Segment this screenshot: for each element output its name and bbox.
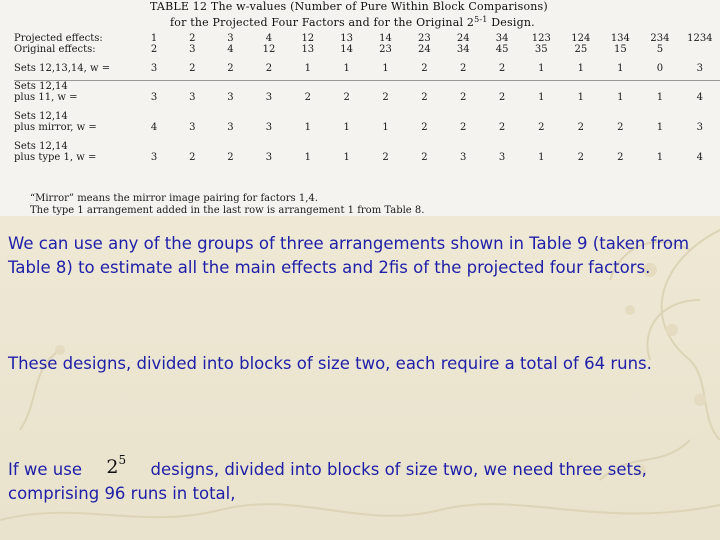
cell: 3	[150, 152, 158, 163]
table-spacer	[14, 133, 720, 141]
cell: 25	[574, 44, 588, 55]
cell: 2	[498, 63, 506, 74]
cell: 4	[696, 152, 704, 163]
cell: 2	[304, 92, 311, 103]
cell: 1	[343, 122, 350, 133]
cell: 35	[534, 44, 548, 55]
cell: 2	[382, 152, 389, 163]
cell: 1	[304, 63, 311, 74]
cell: 1	[656, 122, 664, 133]
cell: 1234	[687, 33, 713, 44]
table-header-row	[14, 33, 720, 44]
cell: 2	[460, 63, 467, 74]
spacer-cell	[14, 103, 720, 111]
cell: 1	[343, 152, 350, 163]
cell: 4	[150, 122, 158, 133]
table-spacer	[14, 55, 720, 63]
row-label: plus 11, w =	[14, 92, 78, 103]
cell: 14	[340, 44, 354, 55]
cell: 23	[418, 33, 431, 44]
cell: 2	[343, 92, 350, 103]
table-row-label	[14, 111, 720, 122]
caption-line-2-end: Design.	[491, 16, 535, 29]
footnote-mirror: “Mirror” means the mirror image pairing for factors 1,4.	[30, 193, 318, 204]
cell: 2	[577, 152, 585, 163]
cell: 4	[696, 92, 704, 103]
cell: 1	[577, 63, 585, 74]
para3-rest: designs, divided into blocks of size two, we need three sets, comprising 96 runs in total,	[8, 460, 647, 503]
table-number: TABLE 12	[150, 0, 208, 13]
caption-design: 2	[466, 16, 475, 29]
cell: 2	[538, 122, 545, 133]
cell: 2	[617, 122, 624, 133]
row-label: plus type 1, w =	[14, 152, 97, 163]
row-label: Sets 12,13,14, w =	[14, 63, 111, 74]
cell: 14	[379, 33, 392, 44]
row-label: Original effects:	[14, 44, 96, 55]
table-footnote	[30, 193, 424, 216]
cell: 3	[227, 33, 234, 44]
table-header-row	[14, 44, 720, 55]
caption-design-exponent: 5-1	[474, 15, 488, 24]
row-label: Sets 12,14	[14, 81, 68, 92]
cell: 134	[610, 33, 630, 44]
table-row	[14, 92, 720, 103]
cell: 1	[538, 92, 545, 103]
cell: 1	[343, 63, 350, 74]
cell: 1	[304, 122, 311, 133]
cell: 4	[227, 44, 234, 55]
cell: 2	[227, 63, 234, 74]
table-caption	[150, 0, 548, 29]
table-row	[14, 63, 720, 74]
cell: 1	[577, 92, 585, 103]
cell: 3	[696, 122, 704, 133]
cell	[680, 44, 720, 55]
formula-base: 2	[106, 456, 119, 478]
cell: 124	[571, 33, 591, 44]
cell: 2	[421, 63, 428, 74]
cell: 15	[613, 44, 627, 55]
spacer-cell	[14, 133, 720, 141]
cell: 2	[189, 63, 196, 74]
cell: 2	[265, 63, 273, 74]
cell: 1	[538, 152, 545, 163]
cell: 5	[656, 44, 664, 55]
cell: 1	[150, 33, 158, 44]
cell: 2	[421, 122, 428, 133]
table-row-label	[14, 81, 720, 93]
cell: 1	[304, 152, 311, 163]
cell: 3	[460, 152, 467, 163]
cell: 1	[538, 63, 545, 74]
cell: 1	[382, 63, 389, 74]
cell: 3	[265, 92, 273, 103]
cell: 3	[227, 92, 234, 103]
cell: 2	[617, 152, 624, 163]
paragraph-96-runs	[8, 448, 714, 506]
cell: 1	[656, 92, 664, 103]
cell: 3	[150, 92, 158, 103]
paragraph-64-runs: These designs, divided into blocks of size two, each require a total of 64 runs.	[8, 354, 652, 373]
row-label: Projected effects:	[14, 33, 103, 44]
row-label: Sets 12,14	[14, 141, 68, 152]
cell: 45	[495, 44, 509, 55]
cell: 3	[189, 122, 196, 133]
cell: 12	[262, 44, 276, 55]
cell: 3	[189, 92, 196, 103]
cell: 2	[421, 92, 428, 103]
cell: 2	[498, 122, 506, 133]
cell: 2	[460, 122, 467, 133]
cell: 2	[227, 152, 234, 163]
cell: 234	[650, 33, 670, 44]
cell: 3	[696, 63, 704, 74]
para3-lead: If we use	[8, 460, 83, 479]
cell: 3	[189, 44, 196, 55]
cell: 123	[531, 33, 551, 44]
cell: 3	[150, 63, 158, 74]
cell: 2	[577, 122, 585, 133]
cell: 2	[150, 44, 158, 55]
table-row	[14, 122, 720, 133]
cell: 1	[656, 152, 664, 163]
cell: 34	[495, 33, 509, 44]
table-spacer	[14, 103, 720, 111]
footnote-type1: The type 1 arrangement added in the last row is arrangement 1 from Table 8.	[30, 205, 425, 216]
formula-exponent: 5	[118, 453, 127, 467]
cell: 1	[617, 63, 624, 74]
row-label: plus mirror, w =	[14, 122, 97, 133]
table-row	[14, 152, 720, 163]
cell: 12	[301, 33, 315, 44]
caption-line-2: for the Projected Four Factors and for the Original	[170, 16, 464, 29]
spacer-cell	[14, 55, 720, 63]
paragraph-table9-estimation: We can use any of the groups of three arrangements shown in Table 9 (taken from Table 8) to estimate all the main effects and 2fis of the projected four factors.	[8, 234, 690, 277]
cell: 3	[265, 122, 273, 133]
cell: 2	[460, 92, 467, 103]
cell: 2	[189, 33, 196, 44]
cell: 0	[656, 63, 664, 74]
cell: 1	[617, 92, 624, 103]
cell: 2	[382, 92, 389, 103]
cell: 34	[456, 44, 470, 55]
formula-2-to-5	[87, 448, 145, 479]
cell: 2	[498, 92, 506, 103]
cell: 2	[189, 152, 196, 163]
table-row-label	[14, 141, 720, 152]
cell: 24	[456, 33, 470, 44]
cell: 13	[301, 44, 315, 55]
w-values-table	[14, 33, 720, 163]
table-12-image	[0, 0, 720, 216]
cell: 4	[265, 33, 273, 44]
cell: 1	[382, 122, 389, 133]
cell: 13	[340, 33, 354, 44]
cell: 2	[421, 152, 428, 163]
cell: 3	[227, 122, 234, 133]
row-label: Sets 12,14	[14, 111, 68, 122]
cell: 3	[265, 152, 273, 163]
cell: 24	[418, 44, 431, 55]
cell: 3	[498, 152, 506, 163]
cell: 23	[379, 44, 392, 55]
caption-line-1: The w-values (Number of Pure Within Block Comparisons)	[210, 0, 548, 13]
